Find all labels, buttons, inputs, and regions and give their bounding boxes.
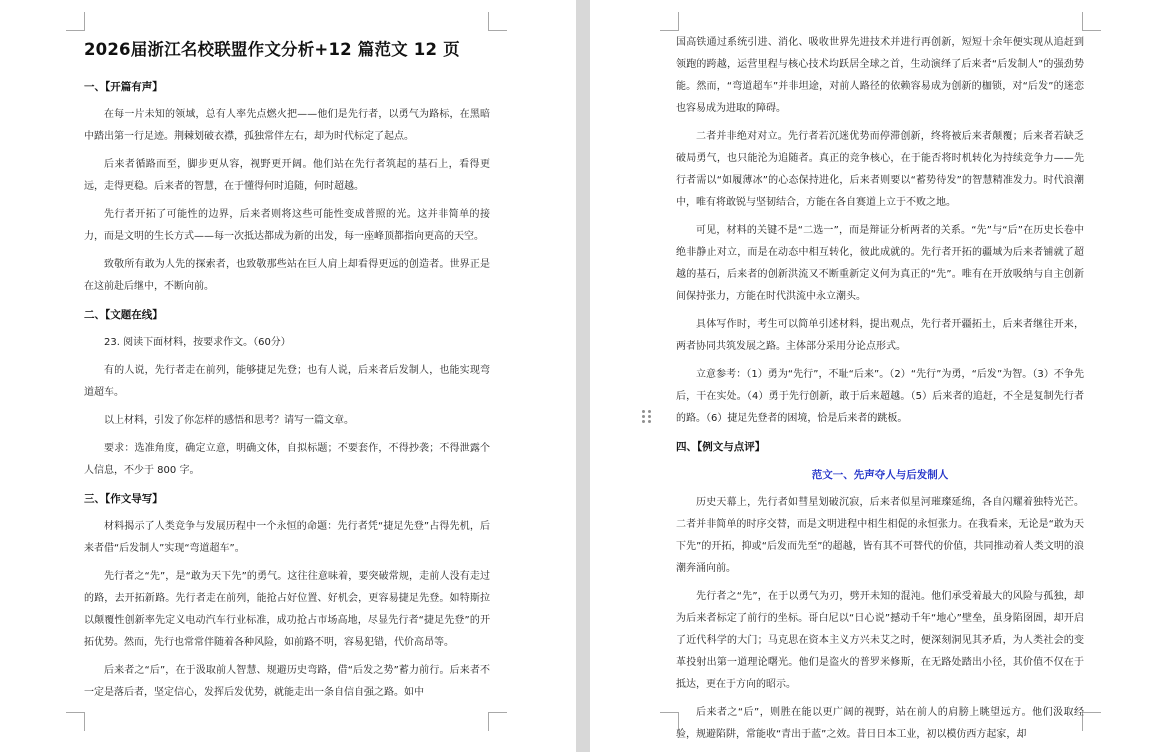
left-page: [0, 0, 576, 752]
document-title: 2026届浙江名校联盟作文分析+12 篇范文 12 页: [84, 40, 460, 59]
right-page: [590, 0, 1164, 752]
paragraph: 以上材料，引发了你怎样的感悟和思考？请写一篇文章。: [104, 415, 354, 426]
section-heading-opening: 一、【开篇有声】: [84, 81, 163, 93]
paragraph: 后来者之“后”，在于汲取前人智慧、规避历史弯路，借“后发之势”蓄力前行。后来者不一定是落后者，坚定信心，发挥后发优势，就能走出一条自信自强之路。如中: [84, 665, 490, 698]
right-page-body: [676, 32, 1084, 752]
paragraph: 立意参考：（1）勇为“先行”，不耻“后来”。（2）“先行”为勇，“后发”为智。（3）不争先后，干在实处。（4）勇于先行创新，敢于后来超越。（5）后来者的追赶，不全是复制先行者的路。（6）捷足先登者的困境，恰是后来者的跳板。: [676, 369, 1084, 424]
paragraph: 具体写作时，考生可以简单引述材料，提出观点，先行者开疆拓土，后来者继往开来，两者协同共筑发展之路。主体部分采用分论点形式。: [676, 319, 1084, 352]
page-corner-mark: [488, 712, 507, 731]
page-corner-mark: [1082, 712, 1101, 731]
page-corner-mark: [66, 12, 85, 31]
paragraph: 材料揭示了人类竞争与发展历程中一个永恒的命题：先行者凭“捷足先登”占得先机，后来者借“后发制人”实现“弯道超车”。: [84, 521, 490, 554]
paragraph: 二者并非绝对对立。先行者若沉迷优势而停滞创新，终将被后来者颠覆；后来者若缺乏破局勇气，也只能沦为追随者。真正的竞争核心，在于能否将时机转化为持续竞争力——先行者需以“如履薄冰”的心态保持进化，后来者则要以“蓄势待发”的智慧精准发力。时代浪潮中，唯有将敢锐与坚韧结合，方能在各自赛道上立于不败之地。: [676, 131, 1084, 208]
paragraph: 可见，材料的关键不是“二选一”，而是辩证分析两者的关系。“先”与“后”在历史长卷中绝非静止对立，而是在动态中相互转化，彼此成就的。先行者开拓的疆域为后来者铺就了超越的基石，后来者的创新洪流又不断重新定义何为真正的“先”。唯有在开放吸纳与自主创新间保持张力，方能在时代洪流中永立潮头。: [676, 225, 1084, 302]
left-page-body: [84, 76, 490, 710]
page-gap: [576, 0, 590, 752]
paragraph: 后来者之“后”，则胜在能以更广阔的视野，站在前人的肩膀上眺望远方。他们汲取经验，规避陷阱，常能收“青出于蓝”之效。昔日日本工业，初以模仿西方起家，却: [676, 707, 1084, 740]
page-corner-mark: [488, 12, 507, 31]
paragraph: 致敬所有敢为人先的探索者，也致敬那些站在巨人肩上却看得更远的创造者。世界正是在这前赴后继中，不断向前。: [84, 259, 490, 292]
section-heading-guide: 三、【作文导写】: [84, 493, 163, 505]
paragraph: 后来者循路而至，脚步更从容，视野更开阔。他们站在先行者筑起的基石上，看得更远，走得更稳。后来者的智慧，在于懂得何时追随，何时超越。: [84, 159, 490, 192]
paragraph: 先行者之“先”，在于以勇气为刃，劈开未知的混沌。他们承受着最大的风险与孤独，却为后来者标定了前行的坐标。哥白尼以“日心说”撼动千年“地心”壁垒，虽身陷囹圄，却开启了近代科学的大门；马克思在资本主义方兴未艾之时，便深刻洞见其矛盾，为人类社会的变革投射出第一道理论曙光。他们是盗火的普罗米修斯，在无路处踏出小径，其价值不仅在于抵达，更在于方向的昭示。: [676, 591, 1084, 690]
paragraph: 在每一片未知的领域，总有人率先点燃火把——他们是先行者，以勇气为路标，在黑暗中踏出第一行足迹。荆棘划破衣襟，孤独常伴左右，却为时代标定了起点。: [84, 109, 490, 142]
paragraph: 国高铁通过系统引进、消化、吸收世界先进技术并进行再创新，短短十余年便实现从追赶到领跑的跨越，运营里程与核心技术均跃居全球之首，生动演绎了后来者“后发制人”的强劲势能。然而，“弯道超车”并非坦途，对前人路径的依赖容易成为创新的枷锁，对“后发”的迷恋也容易成为进取的障碍。: [676, 37, 1084, 114]
section-heading-prompt: 二、【文题在线】: [84, 309, 163, 321]
paragraph: 要求：选准角度，确定立意，明确文体，自拟标题；不要套作，不得抄袭；不得泄露个人信息，不少于 800 字。: [84, 443, 490, 476]
page-corner-mark: [1082, 12, 1101, 31]
paragraph: 先行者开拓了可能性的边界，后来者则将这些可能性变成普照的光。这并非简单的接力，而是文明的生长方式——每一次抵达都成为新的出发，每一座峰顶都指向更高的天空。: [84, 209, 490, 242]
drag-handle-icon[interactable]: [642, 410, 654, 426]
page-corner-mark: [66, 712, 85, 731]
essay-title: 范文一、先声夺人与后发制人: [811, 469, 949, 481]
page-corner-mark: [660, 12, 679, 31]
paragraph: 23. 阅读下面材料，按要求作文。（60分）: [104, 337, 291, 348]
section-heading-examples[interactable]: 四、【例文与点评】: [676, 441, 766, 453]
paragraph: 有的人说，先行者走在前列，能够捷足先登；也有人说，后来者后发制人，也能实现弯道超车。: [84, 365, 490, 398]
paragraph: 先行者之“先”，是“敢为天下先”的勇气。这往往意味着，要突破常规，走前人没有走过的路，去开拓新路。先行者走在前列，能抢占好位置、好机会，更容易捷足先登。如特斯拉以颠覆性创新率先定义电动汽车行业标准，成功抢占市场高地，尽显先行者“捷足先登”的开拓优势。然而，先行也常常伴随着各种风险，如前路不明，容易犯错，代价高昂等。: [84, 571, 490, 648]
paragraph: 历史天幕上，先行者如彗星划破沉寂，后来者似星河璀璨延绵，各自闪耀着独特光芒。二者并非简单的时序交替，而是文明进程中相生相促的永恒张力。在我看来，无论是“敢为天下先”的开拓，抑或“后发而先至”的超越，皆有其不可替代的价值，共同推动着人类文明的浪潮奔涌向前。: [676, 497, 1084, 574]
